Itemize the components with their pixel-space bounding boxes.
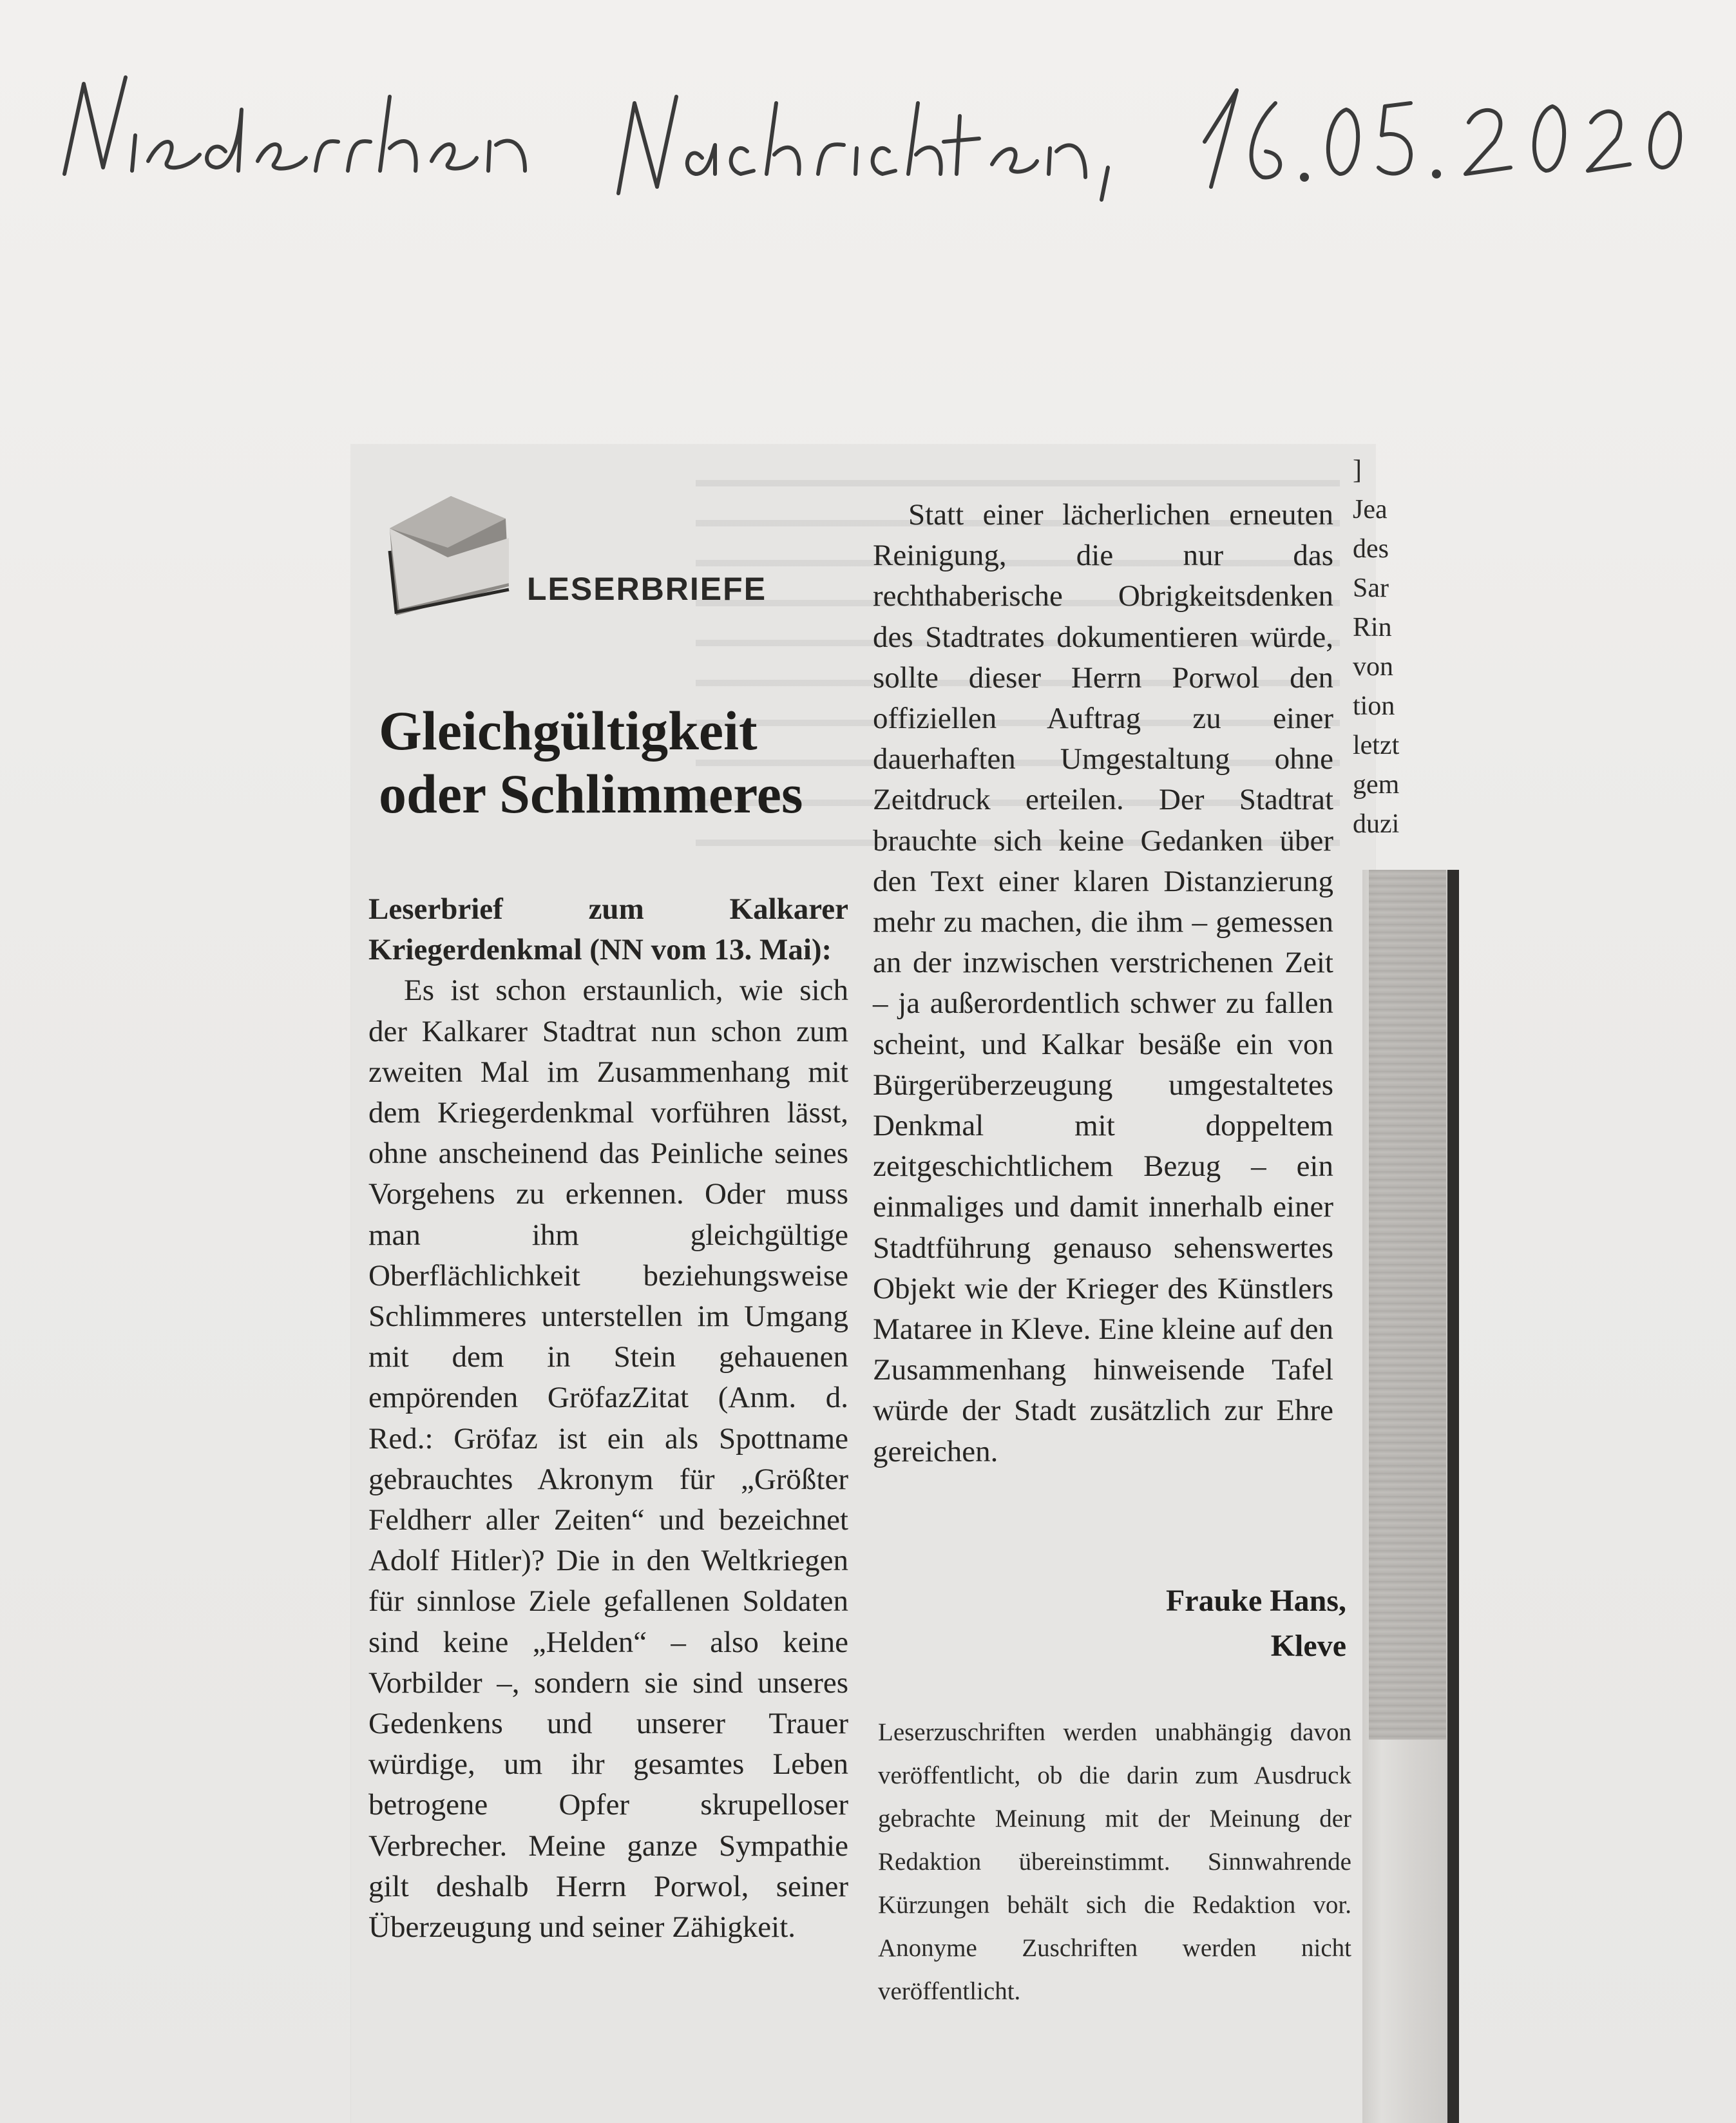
- article-column-2: [873, 495, 1333, 1472]
- neighbor-fragment: tion: [1353, 691, 1395, 721]
- editorial-disclaimer: Leserzuschriften werden unabhängig davon veröffentlicht, ob die darin zum Ausdruck gebrachte Meinung mit der Meinung der Redaktion übereinstimmt. Sinnwahrende Kürzungen behält sich die Redaktion vor. Anonyme Zuschriften werden nicht veröffentlicht.: [878, 1718, 1351, 2005]
- neighbor-fragment: letzt: [1353, 731, 1400, 760]
- headline-line: Gleichgültigkeit: [379, 700, 758, 762]
- article-headline: [379, 699, 868, 825]
- neighbor-column-fragments: [1353, 451, 1430, 844]
- envelope-icon: [383, 486, 519, 622]
- neighbor-fragment: ]: [1353, 456, 1362, 485]
- neighbor-fragment: des: [1353, 534, 1389, 564]
- author-signature: [1095, 1579, 1346, 1669]
- adjacent-photo-fragment: [1369, 870, 1446, 1740]
- author-city: Kleve: [1270, 1629, 1346, 1663]
- handwritten-note: [52, 39, 1701, 232]
- headline-line: oder Schlimmeres: [379, 763, 803, 825]
- section-label: LESERBRIEFE: [527, 571, 767, 607]
- neighbor-fragment: duzi: [1353, 809, 1400, 839]
- neighbor-fragment: Rin: [1353, 613, 1392, 642]
- author-name: Frauke Hans,: [1165, 1584, 1346, 1618]
- article-lead: Leserbrief zum Kalkarer Kriegerdenkmal (NN vom 13. Mai):: [368, 892, 848, 967]
- neighbor-fragment: Sar: [1353, 573, 1389, 603]
- article-paragraph-1: Es ist schon erstaunlich, wie sich der Kalkarer Stadtrat nun schon zum zweiten Mal im Zusammenhang mit dem Kriegerdenkmal vorführen lässt, ohne anscheinend das Peinliche seines Vorgehens zu erkennen. Oder muss man ihm gleichgültige Oberflächlichkeit beziehungsweise Schlimmeres unterstellen im Umgang mit dem in Stein gehauenen empörenden GröfazZitat (Anm. d. Red.: Gröfaz ist ein als Spottname gebrauchtes Akronym für „Größter Feldherr aller Zeiten“ und bezeichnet Adolf Hitler)? Die in den Weltkriegen für sinnlose Ziele gefallenen Soldaten sind keine „Helden“ – also keine Vorbilder –, sondern sie sind unseres Gedenkens und unserer Trauer würdige, um ihr gesamtes Leben betrogene Opfer skrupelloser Verbrecher. Meine ganze Sympathie gilt deshalb Herrn Porwol, seiner Überzeugung und seiner Zähigkeit.: [368, 974, 848, 1945]
- article-paragraph-2: Statt einer lächerlichen erneuten Reinigung, die nur das rechthaberische Obrigkeitsdenken des Stadtrates dokumentieren würde, sollte dieser Herrn Porwol den offiziellen Auftrag zu einer dauerhaften Umgestaltung ohne Zeitdruck erteilen. Der Stadtrat brauchte sich keine Gedanken über den Text einer klaren Distanzierung mehr zu machen, die ihm – gemessen an der inzwischen verstrichenen Zeit – ja außerordentlich schwer zu fallen scheint, und Kalkar besäße ein von Bürgerüberzeugung umgestaltetes Denkmal mit doppeltem zeitgeschichtlichem Bezug – ein einmaliges und damit innerhalb einer Stadtführung genauso sehenswertes Objekt wie der Krieger des Künstlers Mataree in Kleve. Eine kleine auf den Zusammenhang hinweisende Tafel würde der Stadt zusätzlich zur Ehre gereichen.: [873, 498, 1333, 1468]
- paper-edge: [1447, 870, 1459, 2123]
- neighbor-fragment: gem: [1353, 770, 1400, 800]
- neighbor-fragment: Jea: [1353, 495, 1388, 524]
- adjacent-clipping-strip: [1362, 870, 1459, 2123]
- article-column-1: [368, 889, 848, 1948]
- neighbor-fragment: von: [1353, 652, 1393, 682]
